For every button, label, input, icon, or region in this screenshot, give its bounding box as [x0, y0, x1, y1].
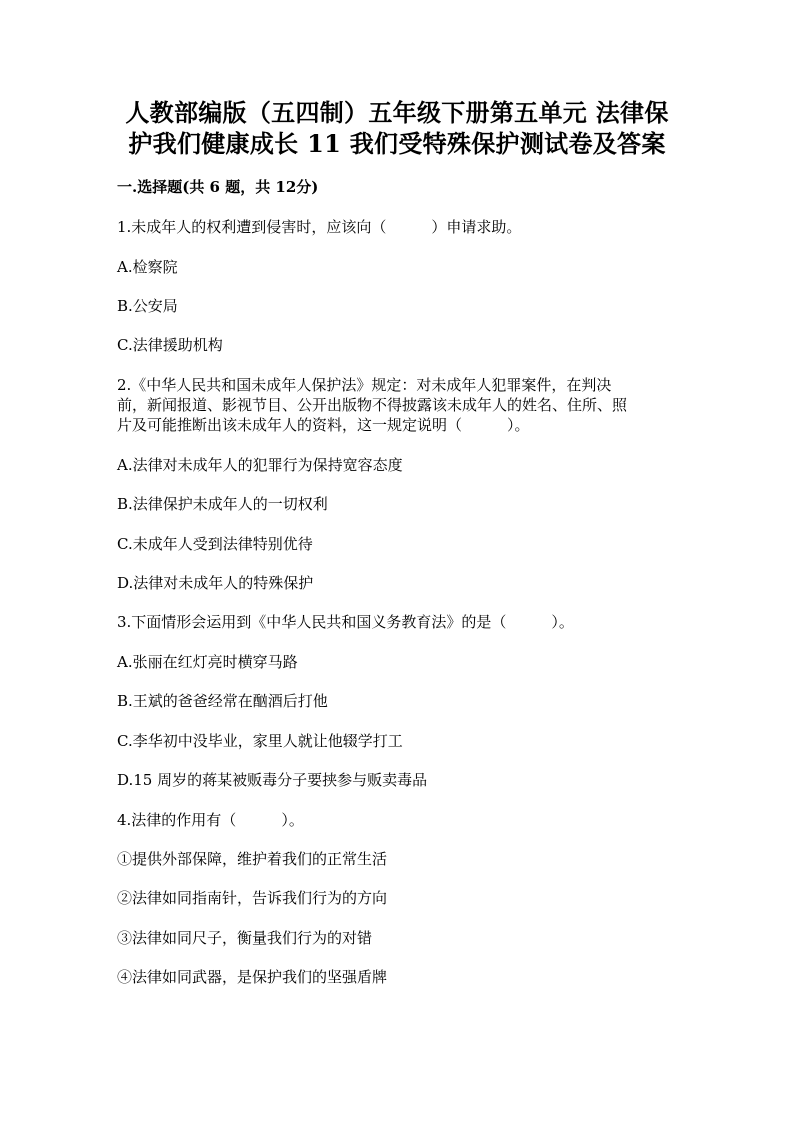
question-4-item-4: ④法律如同武器，是保护我们的坚强盾牌: [117, 968, 388, 986]
question-1-stem: 1.未成年人的权利遭到侵害时，应该向（ ）申请求助。: [117, 218, 522, 236]
question-3-option-d: D.15 周岁的蒋某被贩毒分子要挟参与贩卖毒品: [117, 771, 428, 789]
question-4-item-3: ③法律如同尺子，衡量我们行为的对错: [117, 929, 373, 947]
question-2-option-d: D.法律对未成年人的特殊保护: [117, 574, 314, 592]
question-1-option-a: A.检察院: [117, 258, 178, 276]
question-2-option-b: B.法律保护未成年人的一切权利: [117, 495, 328, 513]
question-4-item-2: ②法律如同指南针，告诉我们行为的方向: [117, 889, 388, 907]
question-3-stem: 3.下面情形会运用到《中华人民共和国义务教育法》的是（ ）。: [117, 613, 574, 631]
question-2-option-c: C.未成年人受到法律特别优待: [117, 535, 313, 553]
question-4-stem: 4.法律的作用有（ ）。: [117, 811, 304, 829]
question-3-option-c: C.李华初中没毕业，家里人就让他辍学打工: [117, 732, 403, 750]
title-line-1: 人教部编版（五四制）五年级下册第五单元 法律保: [125, 98, 669, 127]
section-heading: 一.选择题(共 6 题，共 12分): [117, 178, 319, 196]
question-4-item-1: ①提供外部保障，维护着我们的正常生活: [117, 850, 388, 868]
question-3-option-a: A.张丽在红灯亮时横穿马路: [117, 653, 298, 671]
document-title: [0, 97, 794, 159]
question-2-stem: 2.《中华人民共和国未成年人保护法》规定：对未成年人犯罪案件，在判决 前，新闻报道、影视节目、公开出版物不得披露该未成年人的姓名、住所、照 片及可能推断出该未成年人的资料，这一规定说明（ ）。: [117, 376, 628, 434]
question-2-option-a: A.法律对未成年人的犯罪行为保持宽容态度: [117, 456, 403, 474]
question-1-option-b: B.公安局: [117, 297, 178, 315]
question-1-option-c: C.法律援助机构: [117, 336, 223, 354]
title-line-2: 护我们健康成长 11 我们受特殊保护测试卷及答案: [128, 129, 666, 158]
question-3-option-b: B.王斌的爸爸经常在酗酒后打他: [117, 692, 328, 710]
